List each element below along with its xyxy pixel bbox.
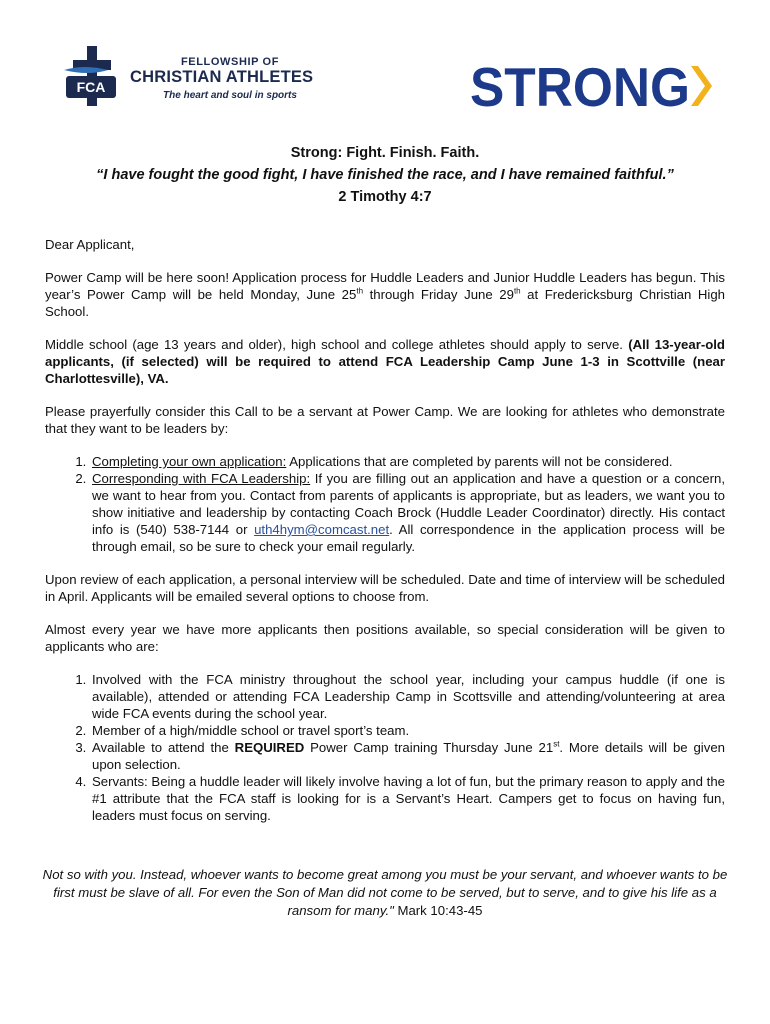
letter-body bbox=[45, 236, 725, 840]
salutation: Dear Applicant, bbox=[45, 237, 135, 252]
verse-text: Not so with you. Instead, whoever wants to become great among you must be your servant, and whoever wants to be first must be slave of all. For even the Son of Man did not come to be served, but to serve, and to give his life as a ransom for many." bbox=[42, 867, 728, 918]
fca-line1: FELLOWSHIP OF bbox=[180, 56, 280, 68]
page-title: Strong: Fight. Finish. Faith. bbox=[290, 145, 480, 161]
paragraph-intro: Power Camp will be here soon! Application process for Huddle Leaders and Junior Huddle Leaders has begun. This year’s Power Camp will be held Monday, June 25th through Friday June 29th at Fredericksburg Christian High School. bbox=[45, 270, 725, 319]
email-link[interactable]: uth4hym@comcast.net bbox=[254, 522, 390, 537]
heading-reference: 2 Timothy 4:7 bbox=[338, 189, 432, 205]
closing-verse bbox=[40, 866, 730, 920]
heading-block bbox=[40, 142, 730, 208]
fca-mark-text: FCA bbox=[76, 79, 106, 95]
paragraph-call: Please prayerfully consider this Call to be a servant at Power Camp. We are looking for athletes who demonstrate that they want to be leaders by: bbox=[45, 404, 725, 436]
strong-logo bbox=[470, 60, 720, 112]
fca-line2: CHRISTIAN ATHLETES bbox=[130, 68, 314, 86]
fca-tagline: The heart and soul in sports bbox=[163, 90, 297, 101]
list-item: 1. Completing your own application: Applications that are completed by parents will not be considered. bbox=[90, 453, 725, 470]
fca-logo bbox=[60, 44, 350, 112]
paragraph-eligibility: Middle school (age 13 years and older), high school and college athletes should apply to serve. (All 13-year-old applicants, (if selected) will be required to attend FCA Leadership Camp June 1-3 in Scottville (near Charlottesville), VA. bbox=[45, 337, 725, 386]
list-item: 4. Servants: Being a huddle leader will likely involve having a lot of fun, but the primary reason to apply and the #1 attribute that the FCA staff is looking for is a Servant’s Heart. Campers get to focus on having fun, leaders must focus on serving. bbox=[90, 773, 725, 824]
paragraph-consideration: Almost every year we have more applicants then positions available, so special consideration will be given to applicants who are: bbox=[45, 622, 725, 654]
list-item: 2. Corresponding with FCA Leadership: If you are filling out an application and have a question or a concern, we want to hear from you. Contact from parents of applicants is appropriate, but as leaders, we want you to show initiative and leadership by contacting Coach Brock (Huddle Leader Coordinator) directly. His contact info is (540) 538-7144 or uth4hym@comcast.net. All correspondence in the application process will be through email, so be sure to check your email regularly. bbox=[90, 470, 725, 555]
leadership-list bbox=[45, 453, 725, 555]
list-item: 1. Involved with the FCA ministry throughout the school year, including your campus huddle (if one is available), attended or attending FCA Leadership Camp in Scottsville and attending/volunteering at area wide FCA events during the school year. bbox=[90, 671, 725, 722]
fca-cross-icon bbox=[60, 44, 122, 108]
paragraph-interview: Upon review of each application, a personal interview will be scheduled. Date and time of interview will be scheduled in April. Applicants will be emailed several options to choose from. bbox=[45, 572, 725, 604]
list-item: 3. Available to attend the REQUIRED Power Camp training Thursday June 21st. More details will be given upon selection. bbox=[90, 739, 725, 773]
verse-reference: Mark 10:43-45 bbox=[393, 903, 483, 918]
chevron-right-icon bbox=[691, 66, 712, 106]
strong-logo-text: STRONG bbox=[470, 60, 690, 112]
heading-quote: “I have fought the good fight, I have finished the race, and I have remained faithful.” bbox=[96, 167, 674, 183]
consideration-list bbox=[45, 671, 725, 824]
list-item: 2. Member of a high/middle school or travel sport’s team. bbox=[90, 722, 725, 739]
